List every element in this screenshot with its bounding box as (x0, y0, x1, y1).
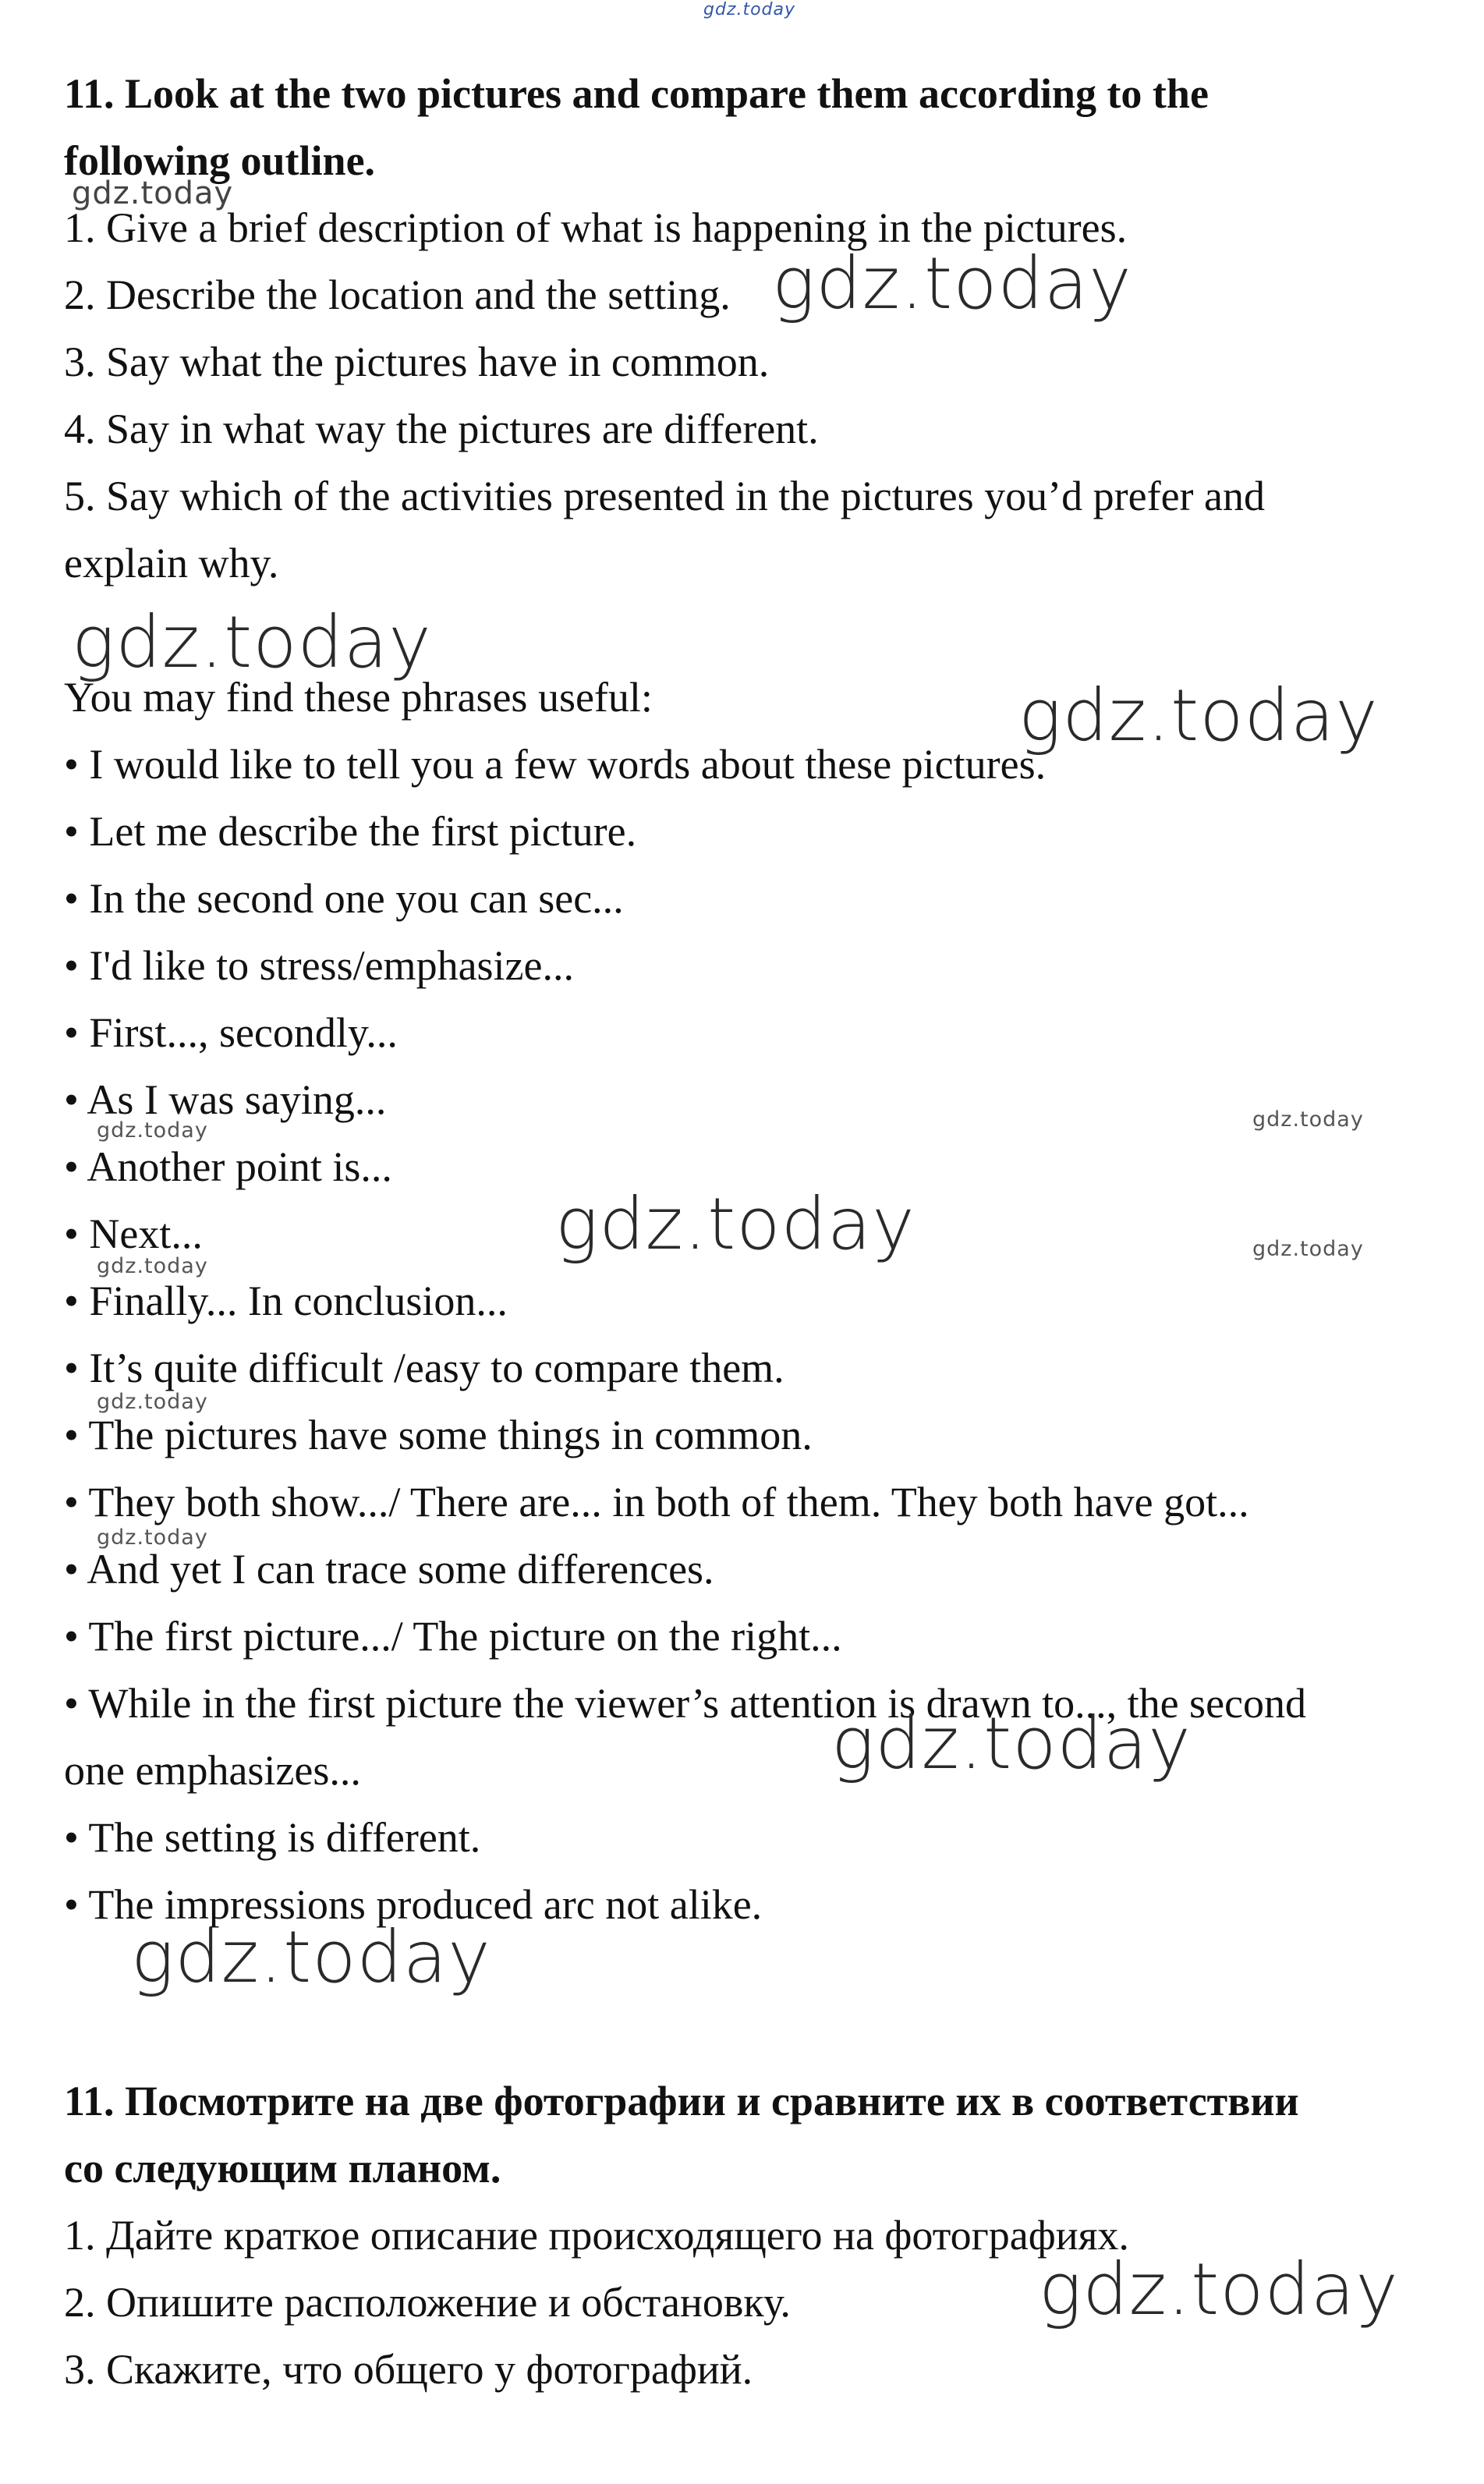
outline-item: 1. Give a brief description of what is happening in the pictures. (64, 204, 1128, 251)
phrases-intro: You may find these phrases useful: (64, 674, 653, 721)
watermark: gdz.today (1252, 1237, 1364, 1261)
exercise-heading-line-1: 11. Look at the two pictures and compare them according to the (64, 70, 1209, 117)
phrase-item: • In the second one you can sec... (64, 875, 624, 922)
watermark: gdz.today (97, 1390, 208, 1414)
russian-outline-item: 1. Дайте краткое описание происходящего на фотографиях. (64, 2212, 1129, 2259)
phrase-item: • The setting is different. (64, 1814, 481, 1861)
watermark: gdz.today (555, 1182, 916, 1266)
phrase-item: • The impressions produced arc not alike. (64, 1881, 763, 1928)
phrase-item: • They both show.../ There are... in both of them. They both have got... (64, 1479, 1249, 1525)
phrase-item: • Let me describe the first picture. (64, 808, 637, 855)
outline-item: 4. Say in what way the pictures are different. (64, 406, 819, 452)
phrase-item: • While in the first picture the viewer’s attention is drawn to..., the second (64, 1680, 1306, 1727)
phrase-item: • It’s quite difficult /easy to compare them. (64, 1345, 785, 1391)
outline-item: explain why. (64, 540, 279, 586)
watermark: gdz.today (97, 1118, 208, 1143)
phrase-item: • As I was saying... (64, 1076, 387, 1123)
outline-item: 3. Say what the pictures have in common. (64, 338, 770, 385)
watermark: gdz.today (131, 1915, 491, 1999)
russian-heading-line-2: со следующим планом. (64, 2145, 501, 2192)
russian-outline-item: 3. Скажите, что общего у фотографий. (64, 2346, 753, 2393)
phrase-item: • The pictures have some things in common. (64, 1412, 813, 1458)
phrase-item: • Another point is... (64, 1143, 392, 1190)
watermark-top: gdz.today (703, 0, 796, 19)
phrase-item: • The first picture.../ The picture on the right... (64, 1613, 842, 1660)
watermark: gdz.today (72, 175, 234, 211)
phrase-item: • I would like to tell you a few words about these pictures. (64, 741, 1047, 788)
watermark: gdz.today (1252, 1107, 1364, 1132)
phrase-item: • First..., secondly... (64, 1009, 398, 1056)
phrase-item: • Finally... In conclusion... (64, 1277, 508, 1324)
outline-item: 5. Say which of the activities presented in the pictures you’d prefer and (64, 473, 1266, 519)
exercise-heading-line-2: following outline. (64, 137, 376, 184)
watermark: gdz.today (831, 1702, 1192, 1785)
outline-item: 2. Describe the location and the setting. (64, 271, 731, 318)
russian-heading-line-1: 11. Посмотрите на две фотографии и сравните их в соответствии (64, 2078, 1299, 2124)
watermark: gdz.today (772, 242, 1132, 325)
watermark: gdz.today (1018, 674, 1379, 757)
russian-outline-item: 2. Опишите расположение и обстановку. (64, 2279, 791, 2326)
phrase-item: • Next... (64, 1210, 203, 1257)
phrase-item: one emphasizes... (64, 1747, 361, 1794)
watermark: gdz.today (72, 601, 432, 684)
watermark: gdz.today (97, 1254, 208, 1278)
phrase-item: • And yet I can trace some differences. (64, 1546, 714, 1593)
watermark: gdz.today (97, 1525, 208, 1550)
watermark: gdz.today (1039, 2248, 1399, 2331)
phrase-item: • I'd like to stress/emphasize... (64, 942, 574, 989)
